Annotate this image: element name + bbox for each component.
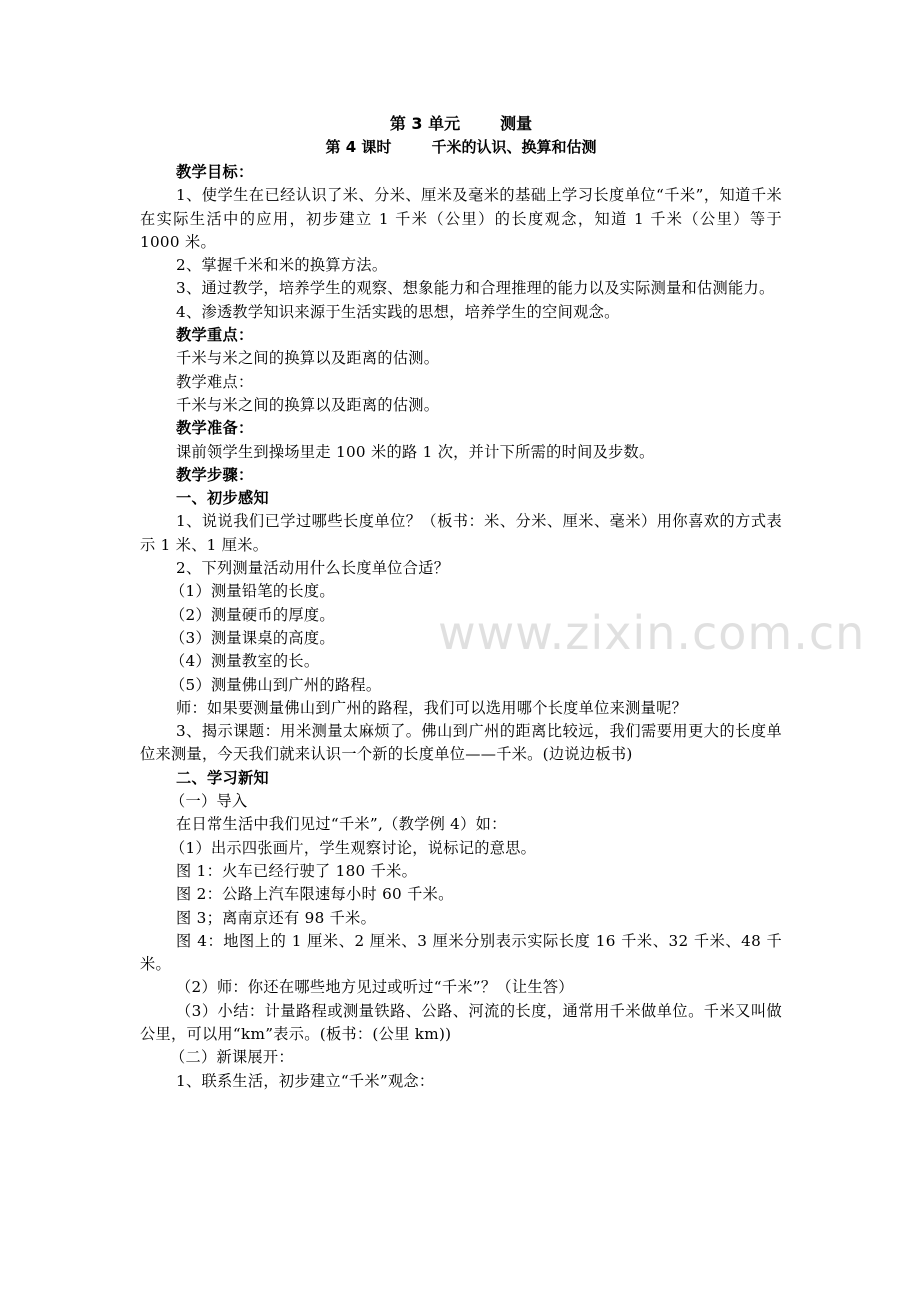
objective-2: 2、掌握千米和米的换算方法。	[176, 256, 388, 275]
difficulties-heading: 教学难点：	[176, 372, 254, 391]
part2-sub1: （一）导入	[170, 792, 248, 811]
part2-last: 1、联系生活，初步建立“千米”观念：	[176, 1071, 435, 1090]
unit-title	[140, 112, 782, 136]
teacher-question: 师：如果要测量佛山到广州的路程，我们可以选用哪个长度单位来测量呢？	[176, 698, 688, 717]
figure-4-text: 图 4：地图上的 1 厘米、2 厘米、3 厘米分别表示实际长度 16 千米、32 千米、48 千米。	[140, 931, 782, 974]
lesson-title	[140, 136, 782, 158]
part2-sub2: （二）新课展开：	[170, 1048, 294, 1067]
part1-item-1: 1、说说我们已学过哪些长度单位？（板书：米、分米、厘米、毫米）用你喜欢的方式表示 1 米、1 厘米。	[140, 512, 782, 554]
part2-para-2: （2）师：你还在哪些地方见过或听过“千米”？（让生答）	[176, 978, 574, 997]
lesson-name: 千米的认识、换算和估测	[431, 138, 597, 156]
unit-name: 测量	[500, 114, 533, 133]
key-points-heading: 教学重点：	[176, 326, 254, 345]
part2-para-3: （3）小结：计量路程或测量铁路、公路、河流的长度，通常用千米做单位。千米又叫做公里，可以用“km”表示。(板书：(公里 km))	[140, 1001, 782, 1043]
measure-item-4: （4）测量教室的长。	[170, 652, 320, 671]
part2-heading: 二、学习新知	[176, 768, 269, 787]
lesson-number: 第 4 课时	[325, 138, 392, 156]
figure-1-text: 图 1：火车已经行驶了 180 千米。	[176, 861, 418, 880]
objective-1: 1、使学生在已经认识了米、分米、厘米及毫米的基础上学习长度单位“千米”，知道千米在实际生活中的应用，初步建立 1 千米（公里）的长度观念，知道 1 千米（公里）等于 1000 米。	[140, 186, 782, 251]
measure-item-2: （2）测量硬币的厚度。	[170, 605, 335, 624]
objective-4: 4、渗透教学知识来源于生活实践的思想，培养学生的空间观念。	[176, 302, 620, 321]
measure-item-5: （5）测量佛山到广州的路程。	[170, 675, 382, 694]
objectives-heading: 教学目标：	[176, 163, 254, 181]
part1-heading: 一、初步感知	[176, 489, 269, 508]
figure-3-text: 图 3；离南京还有 98 千米。	[176, 908, 377, 927]
difficulties-text: 千米与米之间的换算以及距离的估测。	[176, 395, 440, 414]
part2-intro: 在日常生活中我们见过“千米”,（教学例 4）如：	[176, 815, 507, 834]
part2-para-1: （1）出示四张画片，学生观察讨论，说标记的意思。	[170, 838, 537, 857]
preparation-text: 课前领学生到操场里走 100 米的路 1 次，并计下所需的时间及步数。	[176, 442, 655, 461]
measure-item-3: （3）测量课桌的高度。	[170, 628, 335, 647]
key-points-text: 千米与米之间的换算以及距离的估测。	[176, 349, 440, 368]
figure-2-text: 图 2：公路上汽车限速每小时 60 千米。	[176, 885, 454, 904]
measure-item-1: （1）测量铅笔的长度。	[170, 582, 335, 601]
part1-item-2: 2、下列测量活动用什么长度单位合适？	[176, 559, 450, 578]
unit-number: 第 3 单元	[389, 114, 461, 133]
steps-heading: 教学步骤：	[176, 465, 254, 484]
objective-3: 3、通过教学，培养学生的观察、想象能力和合理推理的能力以及实际测量和估测能力。	[176, 279, 775, 298]
document-page	[140, 112, 782, 1093]
preparation-heading: 教学准备：	[176, 419, 254, 438]
watermark: www.zixin.com.cn	[438, 606, 866, 660]
part1-item-3: 3、揭示课题：用米测量太麻烦了。佛山到广州的距离比较远，我们需要用更大的长度单位来测量，今天我们就来认识一个新的长度单位——千米。(边说边板书)	[140, 722, 782, 764]
